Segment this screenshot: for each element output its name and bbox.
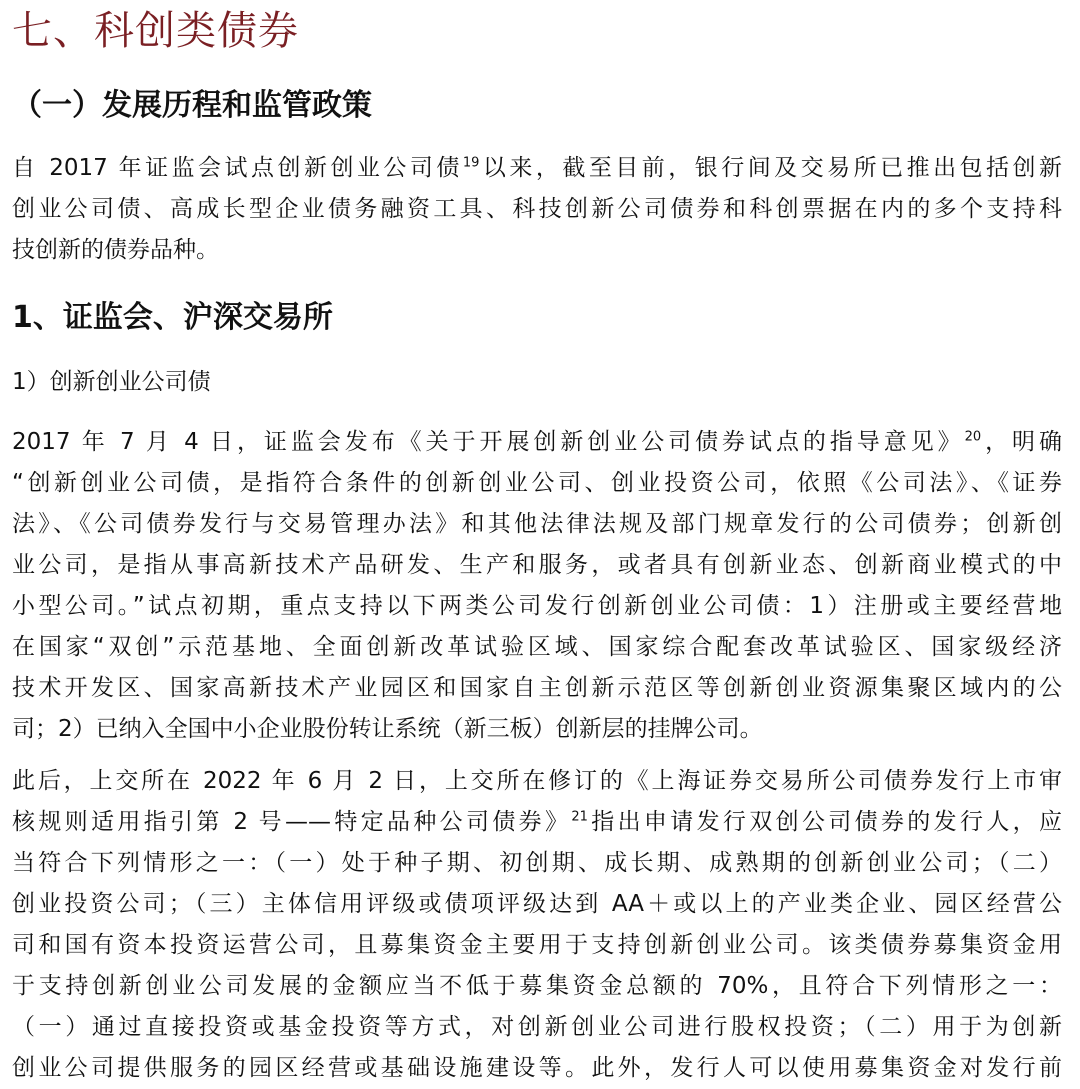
csrc-line-3: 法》、《公司债券发行与交易管理办法》和其他法律法规及部门规章发行的公司债券；创新创 [12,511,1062,537]
intro-line-1-text-a: 自 2017 年证监会试点创新创业公司债 [12,155,463,181]
csrc-paragraph [12,422,1062,750]
sse-line-2-text-b: 指出申请发行双创公司债券的发行人，应 [587,809,1062,835]
sse-line-1: 此后，上交所在 2022 年 6 月 2 日，上交所在修订的《上海证券交易所公司债券发行上市审 [12,768,1062,794]
csrc-line-6: 在国家“双创”示范基地、全面创新改革试验区域、国家综合配套改革试验区、国家级经济 [12,634,1062,660]
intro-line-3: 技创新的债券品种。 [12,237,219,263]
section-title: （一）发展历程和监管政策 [12,88,372,123]
csrc-line-4: 业公司，是指从事高新技术产品研发、生产和服务，或者具有创新业态、创新商业模式的中 [12,552,1062,578]
intro-line-2: 创业公司债、高成长型企业债务融资工具、科技创新公司债券和科创票据在内的多个支持科 [12,196,1062,222]
csrc-line-5: 小型公司。”试点初期，重点支持以下两类公司发行创新创业公司债：1）注册或主要经营地 [12,593,1062,619]
subsection-title: 1、证监会、沪深交易所 [12,300,333,335]
csrc-line-1 [12,422,1062,463]
csrc-line-1-text-a: 2017 年 7 月 4 日，证监会发布《关于开展创新创业公司债券试点的指导意见》 [12,429,965,455]
intro-paragraph [12,148,1062,271]
csrc-line-1-text-b: ，明确 [981,429,1062,455]
item-label: 1）创新创业公司债 [12,369,211,395]
sse-line-3: 当符合下列情形之一：（一）处于种子期、初创期、成长期、成熟期的创新创业公司；（二） [12,850,1062,876]
sse-line-2-text-a: 核规则适用指引第 2 号——特定品种公司债券》 [12,809,572,835]
chapter-title: 七、科创类债券 [12,8,299,54]
csrc-line-2: “创新创业公司债，是指符合条件的创新创业公司、创业投资公司，依照《公司法》、《证券 [12,470,1062,496]
csrc-line-7: 技术开发区、国家高新技术产业园区和国家自主创新示范区等创新创业资源集聚区域内的公 [12,675,1062,701]
csrc-line-8: 司；2）已纳入全国中小企业股份转让系统（新三板）创新层的挂牌公司。 [12,716,763,742]
sse-line-4: 创业投资公司；（三）主体信用评级或债项评级达到 AA＋或以上的产业类企业、园区经营公 [12,891,1062,917]
sse-paragraph [12,761,1062,1089]
footnote-ref-19[interactable]: 19 [462,155,480,171]
sse-line-7: （一）通过直接投资或基金投资等方式，对创新创业公司进行股权投资；（二）用于为创新 [12,1014,1062,1040]
sse-line-8: 创业公司提供服务的园区经营或基础设施建设等。此外，发行人可以使用募集资金对发行前 [12,1055,1062,1081]
sse-line-5: 司和国有资本投资运营公司，且募集资金主要用于支持创新创业公司。该类债券募集资金用 [12,932,1062,958]
intro-line-1-text-b: 以来，截至目前，银行间及交易所已推出包括创新 [479,155,1062,181]
footnote-ref-21[interactable]: 21 [571,809,588,825]
intro-line-1 [12,148,1062,189]
sse-line-2 [12,802,1062,843]
footnote-ref-20[interactable]: 20 [964,429,982,445]
sse-line-6: 于支持创新创业公司发展的金额应当不低于募集资金总额的 70%，且符合下列情形之一： [12,973,1062,999]
